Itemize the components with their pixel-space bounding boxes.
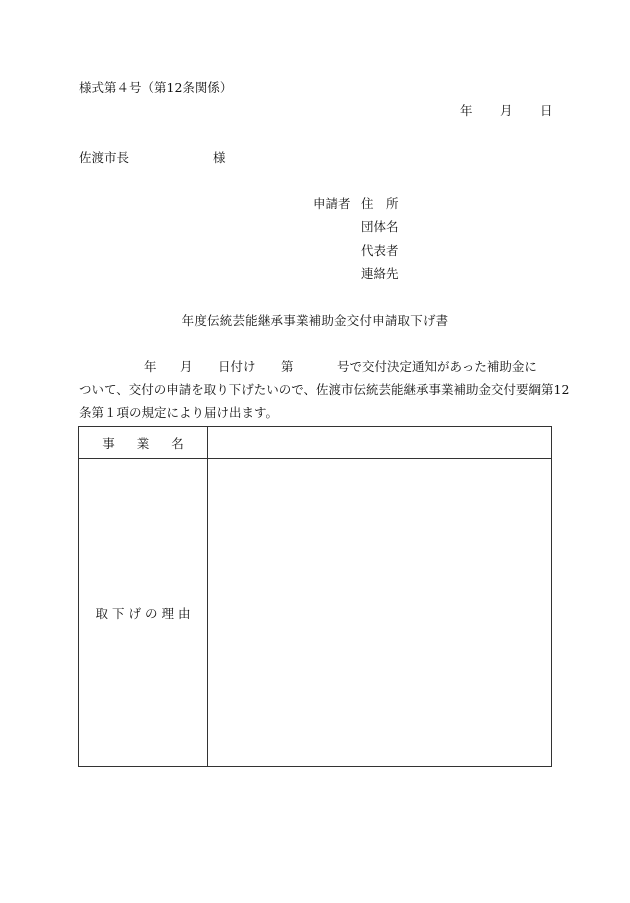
applicant-group-name-label: 団体名 <box>361 219 399 234</box>
addressee-honorific: 様 <box>213 150 226 165</box>
body-month: 月 <box>180 359 193 374</box>
reason-value-field[interactable] <box>208 459 552 767</box>
date-day: 日 <box>540 103 553 118</box>
applicant-address-label: 住 所 <box>361 196 399 211</box>
document-title: 年度伝統芸能継承事業補助金交付申請取下げ書 <box>181 313 449 328</box>
addressee-name: 佐渡市長 <box>79 150 130 165</box>
project-label-cell <box>79 427 208 459</box>
body-number-prefix: 第 <box>281 359 294 374</box>
date-year: 年 <box>460 103 473 118</box>
body-line-2: ついて、交付の申請を取り下げたいので、佐渡市伝統芸能継承事業補助金交付要綱第12 <box>79 382 570 397</box>
date-line <box>460 103 553 119</box>
applicant-contact-label: 連絡先 <box>361 266 399 281</box>
form-table <box>78 426 552 767</box>
applicant-representative-label: 代表者 <box>361 243 399 258</box>
reason-label-cell <box>79 459 208 767</box>
body-dated: 日付け <box>218 359 256 374</box>
project-row <box>79 427 552 459</box>
body-year: 年 <box>144 359 157 374</box>
body-line-3: 条第１項の規定により届け出ます。 <box>79 405 279 420</box>
applicant-label: 申請者 <box>313 196 351 211</box>
reason-label: 取下げの理由 <box>95 605 195 621</box>
body-line-1 <box>79 359 537 375</box>
reason-row <box>79 459 552 767</box>
addressee <box>79 150 226 166</box>
date-month: 月 <box>500 103 513 118</box>
project-value-field[interactable] <box>208 427 552 459</box>
form-number: 様式第４号（第12条関係） <box>79 80 233 95</box>
body-line-1-rest: 号で交付決定通知があった補助金に <box>337 359 537 374</box>
project-label: 事業名 <box>102 435 206 451</box>
